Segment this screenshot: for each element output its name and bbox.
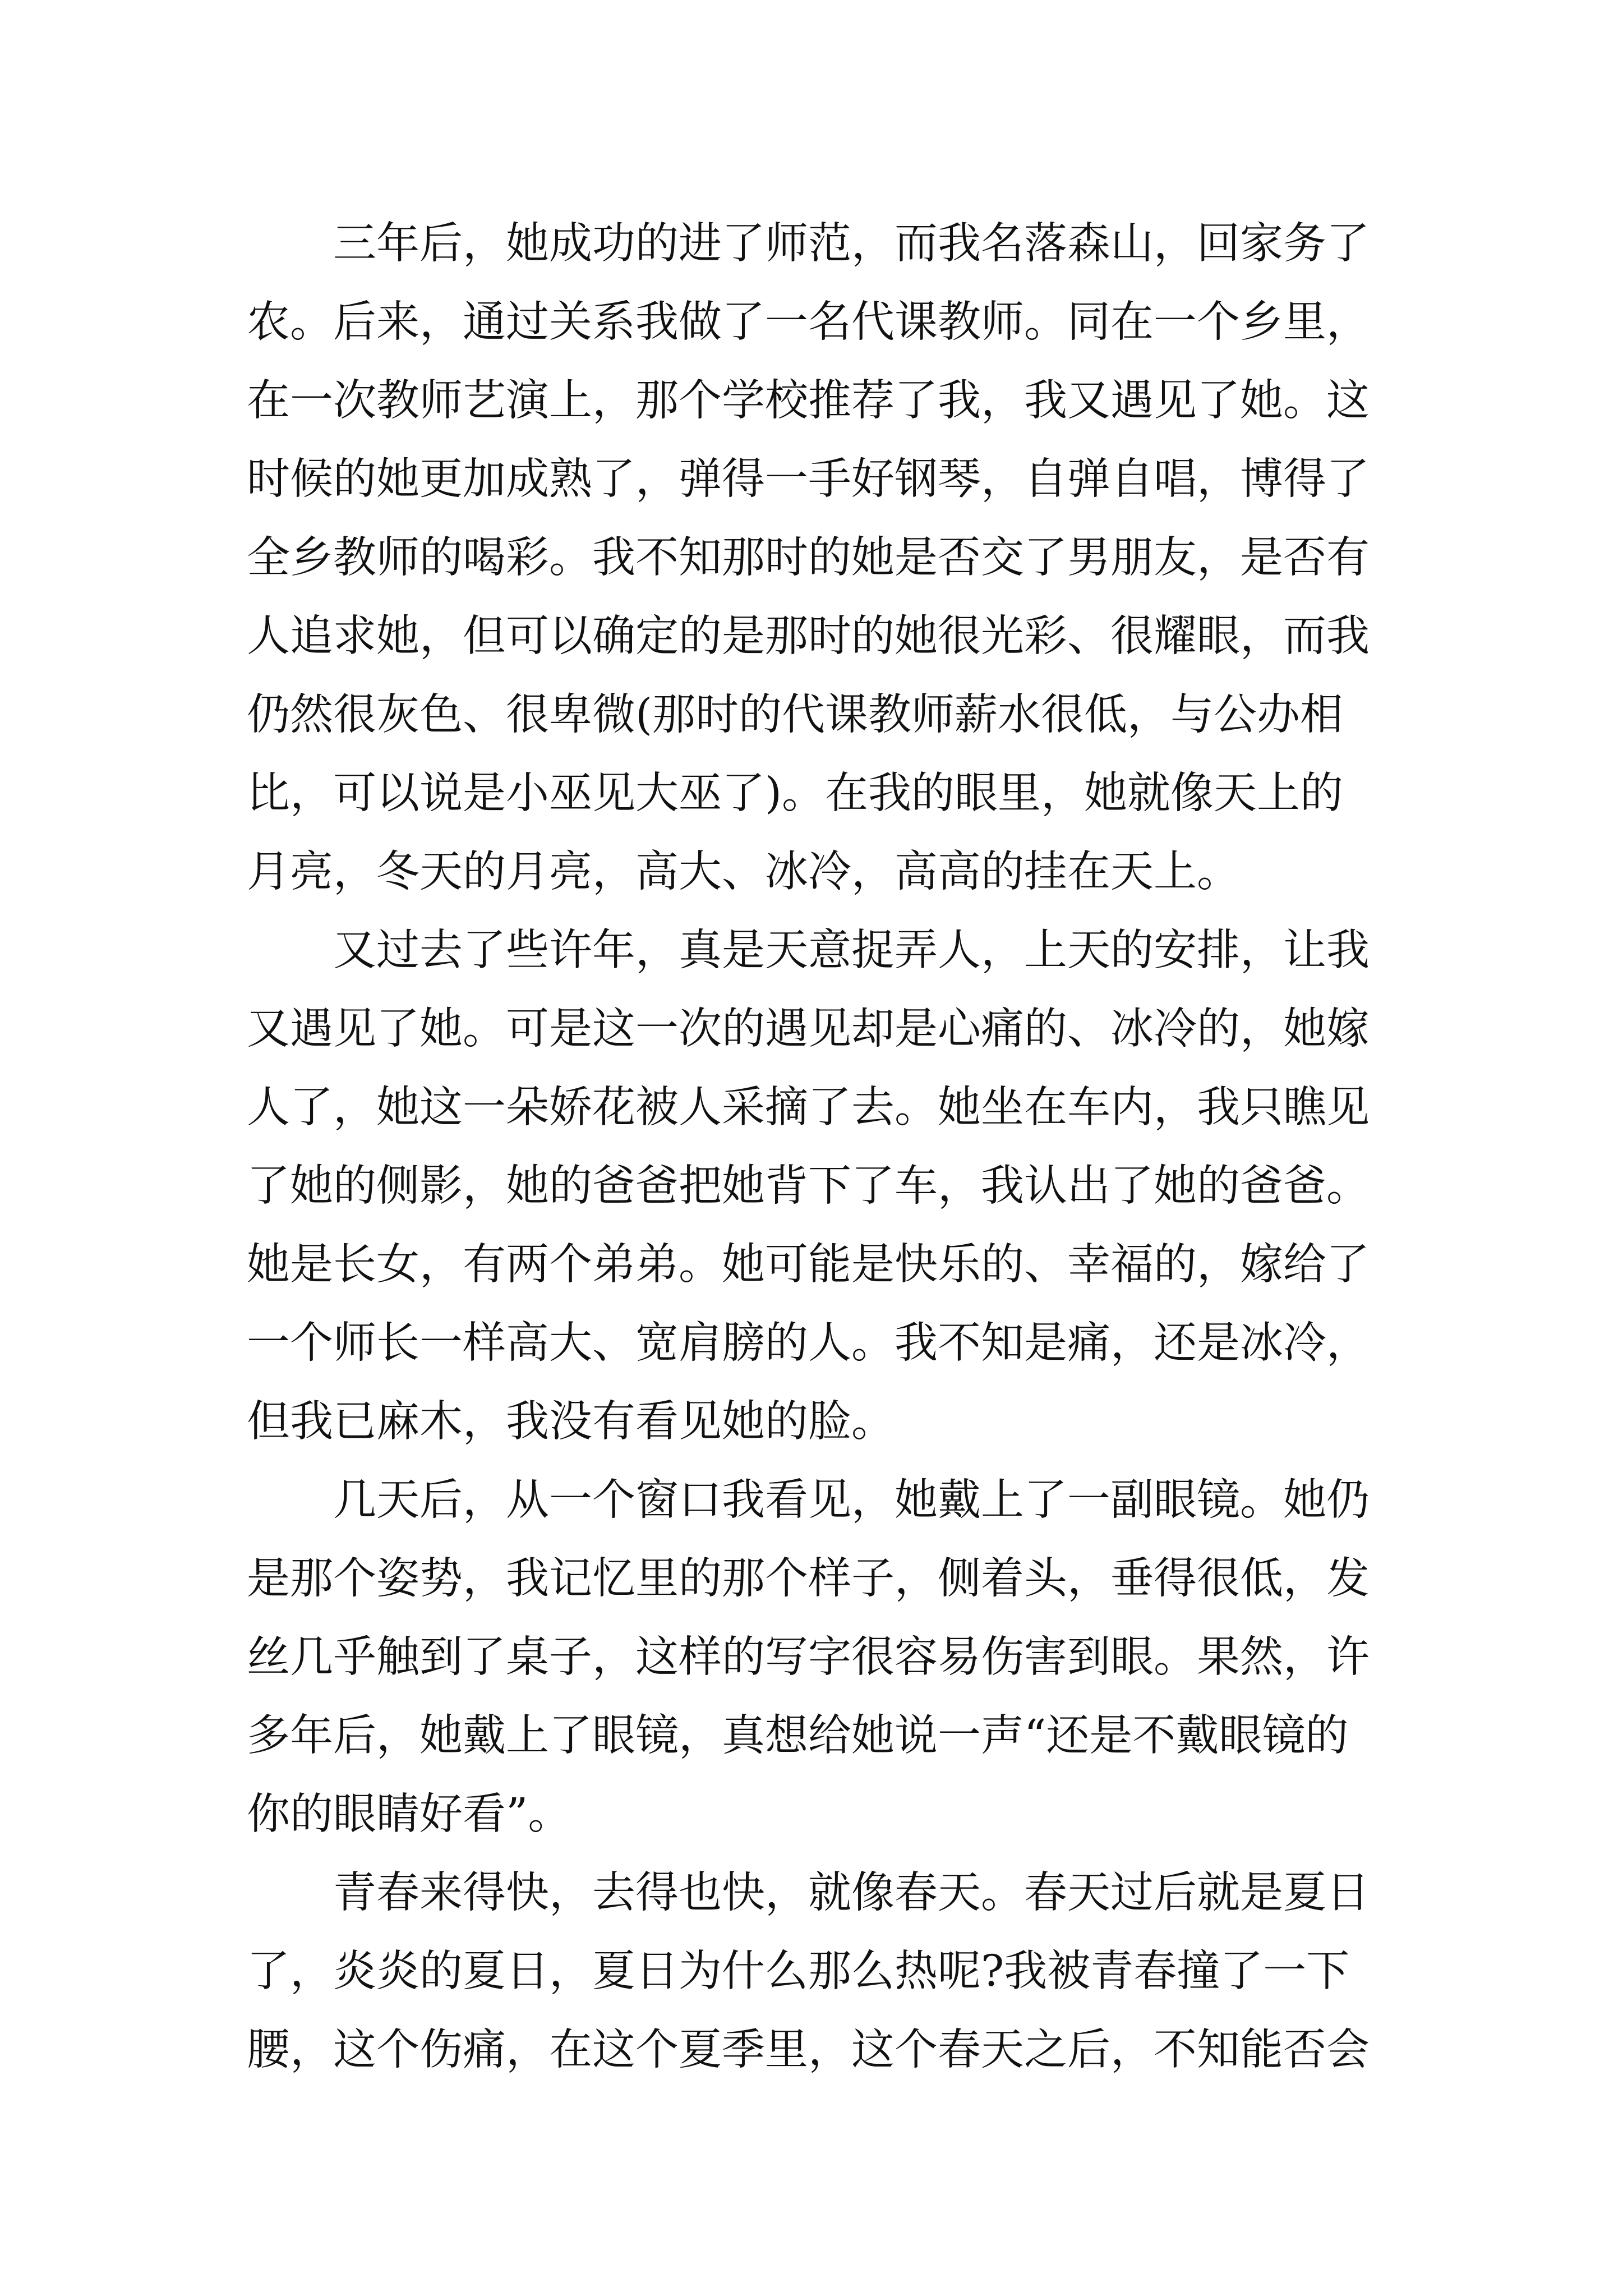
document-body <box>247 205 1377 2090</box>
text-line: 农。后来，通过关系我做了一名代课教师。同在一个乡里， <box>247 297 1370 347</box>
text-line: 三年后，她成功的进了师范，而我名落森山，回家务了 <box>333 219 1370 269</box>
text-line: 比，可以说是小巫见大巫了)。在我的眼里，她就像天上的 <box>247 769 1344 818</box>
text-line: 月亮，冬天的月亮，高大、冰冷，高高的挂在天上。 <box>247 847 1240 897</box>
text-line: 人追求她，但可以确定的是那时的她很光彩、很耀眼，而我 <box>247 611 1370 661</box>
paragraph-3 <box>247 1461 1377 1854</box>
paragraph-4 <box>247 1854 1377 2090</box>
text-line: 一个师长一样高大、宽肩膀的人。我不知是痛，还是冰冷， <box>247 1318 1370 1368</box>
text-line: 她是长女，有两个弟弟。她可能是快乐的、幸福的，嫁给了 <box>247 1240 1370 1290</box>
text-line: 是那个姿势，我记忆里的那个样子，侧着头，垂得很低，发 <box>247 1554 1370 1604</box>
text-line: 人了，她这一朵娇花被人采摘了去。她坐在车内，我只瞧见 <box>247 1083 1370 1133</box>
text-line: 时候的她更加成熟了，弹得一手好钢琴，自弹自唱，博得了 <box>247 454 1370 504</box>
text-line: 但我已麻木，我没有看见她的脸。 <box>247 1397 895 1447</box>
text-line: 你的眼睛好看”。 <box>247 1789 571 1839</box>
text-line: 腰，这个伤痛，在这个夏季里，这个春天之后，不知能否会 <box>247 2025 1370 2075</box>
text-line: 又遇见了她。可是这一次的遇见却是心痛的、冰冷的，她嫁 <box>247 1004 1370 1054</box>
paragraph-2 <box>247 912 1377 1461</box>
text-line: 青春来得快，去得也快，就像春天。春天过后就是夏日 <box>333 1868 1370 1918</box>
text-line: 几天后，从一个窗口我看见，她戴上了一副眼镜。她仍 <box>333 1475 1370 1525</box>
text-line: 在一次教师艺演上，那个学校推荐了我，我又遇见了她。这 <box>247 376 1370 426</box>
text-line: 全乡教师的喝彩。我不知那时的她是否交了男朋友，是否有 <box>247 533 1370 583</box>
text-line: 仍然很灰色、很卑微(那时的代课教师薪水很低，与公办相 <box>247 690 1344 740</box>
paragraph-1 <box>247 205 1377 912</box>
text-line: 了她的侧影，她的爸爸把她背下了车，我认出了她的爸爸。 <box>247 1161 1370 1211</box>
text-line: 了，炎炎的夏日，夏日为什么那么热呢?我被青春撞了一下 <box>247 1947 1350 1996</box>
text-line: 丝几乎触到了桌子，这样的写字很容易伤害到眼。果然，许 <box>247 1632 1370 1682</box>
text-line: 多年后，她戴上了眼镜，真想给她说一声“还是不戴眼镜的 <box>247 1711 1349 1761</box>
text-line: 又过去了些许年，真是天意捉弄人，上天的安排，让我 <box>333 926 1370 976</box>
